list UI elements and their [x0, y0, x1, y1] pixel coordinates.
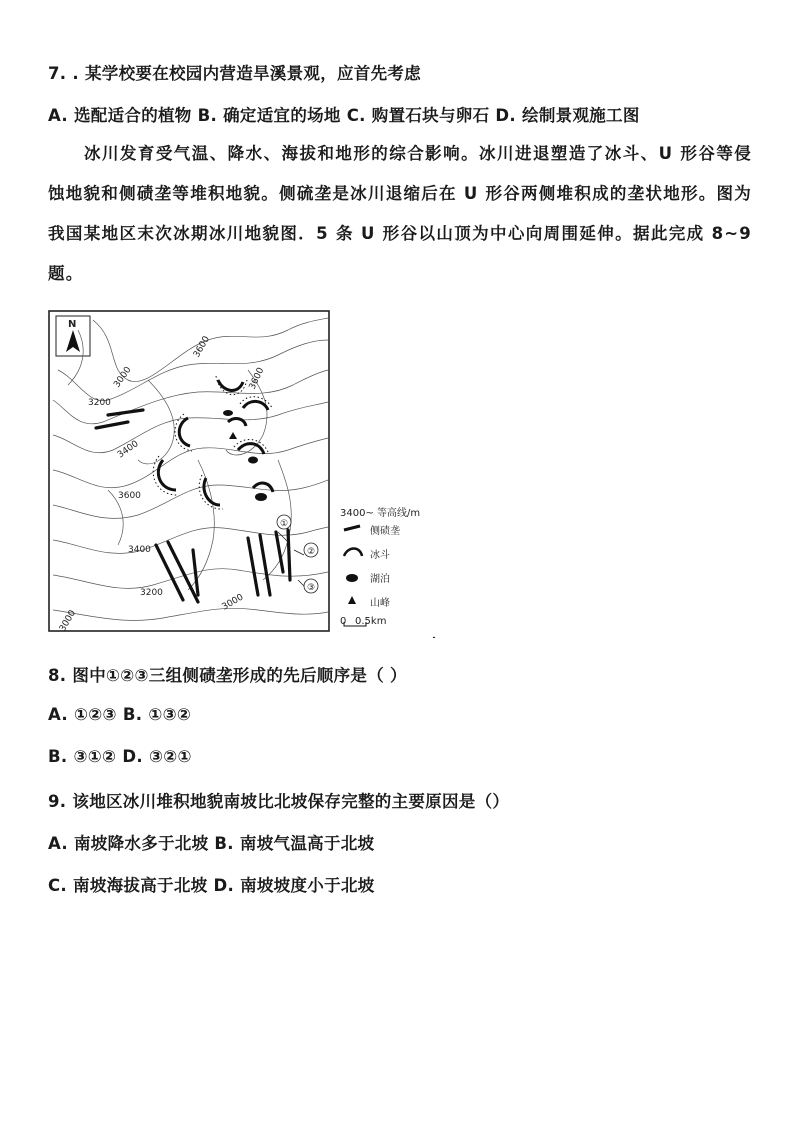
stray-dot [433, 637, 435, 638]
legend-lake: 湖泊 [370, 574, 390, 585]
north-label: N [68, 319, 77, 330]
legend-moraine-icon [344, 526, 360, 530]
legend-scale-zero: 0 [340, 616, 347, 627]
legend-scale: 0.5km [355, 616, 387, 627]
question-8-stem: 8. 图中①②③三组侧碛垄形成的先后顺序是（ ） [48, 666, 407, 685]
marker-1: ① [279, 519, 289, 529]
legend-cirque: 冰斗 [370, 550, 390, 561]
contour-label: 3000 [57, 608, 79, 634]
contour-label: 3400 [128, 545, 151, 555]
contour-label: 3000 [220, 592, 246, 613]
question-9-stem: 9. 该地区冰川堆积地貌南坡比北坡保存完整的主要原因是（） [48, 792, 510, 811]
contour-label: 3400 [115, 439, 141, 461]
contour-label: 3000 [112, 365, 134, 390]
passage-text: 冰川发育受气温、降水、海拔和地形的综合影响。冰川进退塑造了冰斗、U 形谷等侵蚀地貌和侧碛垄等堆积地貌。侧硫垄是冰川退缩后在 U 形谷两侧堆积成的垄状地形。图为我国某地区末次冰期冰川地貌图．5 条 U 形谷以山顶为中心向周围延伸。据此完成 8~9 题。 [48, 144, 752, 283]
question-8-options-row2: B. ③①② D. ③②① [48, 747, 192, 766]
question-9-options-row1: A. 南坡降水多于北坡 B. 南坡气温高于北坡 [48, 834, 375, 853]
cirque-icons [158, 380, 273, 505]
contour-label: 3600 [118, 491, 141, 501]
peak-icon [229, 432, 237, 439]
glacier-landform-map [48, 310, 458, 638]
legend-cirque-icon [344, 549, 362, 557]
contour-label: 3600 [247, 366, 267, 392]
legend-peak: 山峰 [370, 598, 390, 609]
question-9-options-row2: C. 南坡海拔高于北坡 D. 南坡坡度小于北坡 [48, 876, 375, 895]
legend-peak-icon [348, 596, 356, 604]
contour-label: 3200 [140, 588, 163, 598]
marker-3: ③ [306, 583, 316, 593]
legend-moraine: 侧碛垄 [370, 526, 400, 537]
contour-label: 3600 [191, 334, 213, 360]
legend-contour: 3400~ 等高线/m [340, 508, 421, 519]
legend-lake-icon [346, 574, 358, 582]
map-legend [340, 506, 420, 627]
contour-label: 3200 [88, 398, 111, 408]
question-7-stem: 7. . 某学校要在校园内营造旱溪景观，应首先考虑 [48, 64, 422, 83]
marker-2: ② [306, 547, 316, 557]
question-7-options: A. 选配适合的植物 B. 确定适宜的场地 C. 购置石块与卵石 D. 绘制景观施工图 [48, 106, 640, 125]
contour-lines [53, 318, 328, 620]
question-8-options-row1: A. ①②③ B. ①③② [48, 705, 192, 724]
